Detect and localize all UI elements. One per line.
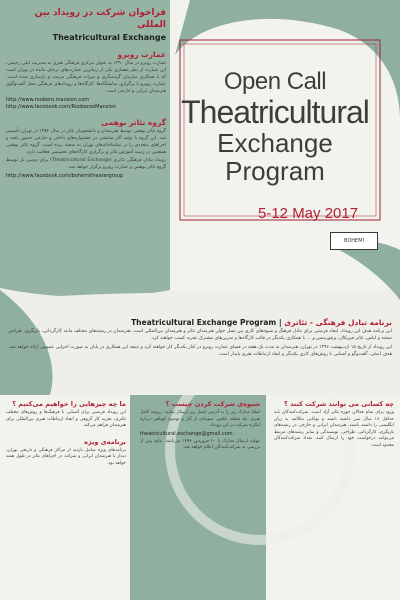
program-text-2: این رویداد از تاریخ ۱۵ اردیبهشت ۱۳۹۶ در تهران، هنرمندان به مدت یک هفته در فضای عمارت روبرو در کنار یکدیگر کار خواهند کرد و نتیجه این همکاری در پایان به صورت اجرایی عمومی ارائه خواهد شد. هدف اصلی، گفت‌وگو و آشنایی با روش‌های کاری یکدیگر و ایجاد ارتباطات هنری پایدار است. xyxy=(8,344,392,357)
bohemi-title: گروه تئاتر بوهمی xyxy=(101,117,166,127)
program-title xyxy=(8,318,392,327)
expect-text: این رویداد فرصتی برای آشنایی با فرهنگ‌ها و روش‌های مختلف تئاتری، تجربه کار گروهی و ایجاد ارتباطات هنری بین‌المللی برای هنرمندان فراهم می‌کند. xyxy=(6,410,126,429)
special-title: برنامه‌ی ویژه xyxy=(84,437,126,446)
hero-line-program: Program xyxy=(225,156,325,186)
roberoo-link-facebook[interactable]: http://www.facebook.com/RooberooMansion xyxy=(6,103,116,110)
hero-line-open-call: Open Call xyxy=(223,68,327,95)
call-title-en: Theatricultural Exchange xyxy=(52,33,166,43)
roberoo-text: عمارت روبرو در سال ۱۳۹۰ به عنوان مرکزی فرهنگی هنری به مدیریت لیلی رحیمی، این عمارت از نظر معماری یکی از زیباترین عمارت‌های برجای مانده در تهران است که با همکاری سازمان گردشگری و میراث فرهنگی مرمت و بازسازی شده است. عمارت روبرو با برگزاری نمایشگاه‌ها، کارگاه‌ها و رویدادهای فرهنگی محل گفت‌وگوی هنرمندان ایرانی و خارجی است. xyxy=(6,61,167,94)
event-date: 5-12 May 2017 xyxy=(258,205,359,222)
bohemi-text: گروه تئاتر بوهمی توسط هنرمندان و دانشجویان تئاتر در سال ۱۳۸۴ در تهران تأسیس شد. این گروه با تولید آثار نمایشی در جشنواره‌های داخلی و خارجی حضور یافته و اجراهای متعددی را در تماشاخانه‌های تهران به صحنه برده است. گروه تئاتر بوهمی همچنین در زمینه آموزش تئاتر و برگزاری کارگاه‌های تخصصی فعالیت دارد. xyxy=(6,128,166,155)
expect-column xyxy=(6,400,126,468)
program-title-en: Theatricultural Exchange Program xyxy=(131,318,277,327)
program-text-1: این برنامه هدف این رویداد، ایجاد فرصتی برای تبادل فرهنگ و شیوه‌های کاری بین نسل جوان هنرمندان تئاتر و هنرمندان بین‌المللی است. هنرمندان در رشته‌های مختلف مانند کارگردانی، بازیگری، طراحی صحنه و لباس، تئاتر فیزیکال، پرفورمنس و ... با همکاری یکدیگر در قالب کارگاه‌ها و تمرین‌های مشترک تجربه کسب خواهند کرد. xyxy=(8,329,392,341)
who-column xyxy=(274,400,394,450)
bohemi-link-facebook[interactable]: http://www.facebook.com/bohemitheatergroup xyxy=(6,173,124,180)
header-column xyxy=(6,8,166,179)
bohemi-note: رویداد تبادل فرهنگی تئاتری (Theatricultural Exchange) برای دومین بار توسط گروه تئاتر بوهمی و عمارت روبرو برگزار خواهد شد. xyxy=(6,158,166,171)
how-title: شیوه‌ی شرکت کردن چیست ؟ xyxy=(165,400,260,408)
expect-title: ما چه چیزهایی را خواهیم می‌کنیم ؟ xyxy=(12,400,126,408)
how-text: لطفا مدارک زیر را به آدرس ایمیل زیر ارسال نمایید: رزومه کامل هنری، یک قطعه عکس، نمونه‌ای از آثار و توضیح کوتاهی درباره انگیزه شرکت در این رویداد. xyxy=(140,410,260,429)
how-column xyxy=(140,400,260,452)
hero-line-exchange: Exchange xyxy=(217,128,333,158)
hero-line-theatricultural: Theatricultural xyxy=(181,94,369,130)
bohemi-logo: BOHEMI xyxy=(330,232,378,250)
how-deadline: مهلت ارسال مدارک تا ۲۰ فروردین ۱۳۹۶ می‌باشد. نتایج پس از بررسی به شرکت‌کنندگان اعلام خواهد شد. xyxy=(140,438,261,451)
info-columns xyxy=(6,400,394,600)
hero-title xyxy=(170,70,380,184)
program-section xyxy=(8,318,392,359)
who-text: ورود برای تمام فعالان حوزه تئاتر آزاد است. شرکت‌کنندگان باید حداقل ۱۸ سال سن داشته باشند و توانایی مکالمه به زبان انگلیسی را داشته باشند. هنرمندان ایرانی و خارجی در رشته‌های بازیگری، کارگردانی، طراحی، نویسندگی و سایر رشته‌های مرتبط می‌توانند درخواست خود را ارسال کنند. تعداد شرکت‌کنندگان محدود است. xyxy=(274,410,394,449)
how-email[interactable]: theatricultural.exchange@gmail.com xyxy=(140,430,233,437)
program-title-sep: | xyxy=(278,318,285,327)
call-title-fa: فراخوان شرکت در رویداد بین المللی xyxy=(34,8,166,30)
program-title-fa: برنامه تبادل فرهنگی - تئاتری xyxy=(284,318,392,327)
roberoo-link-website[interactable]: http://www.roobero.mansion.com xyxy=(6,96,90,103)
who-title: چه کسانی می توانند شرکت کنند ؟ xyxy=(284,400,394,408)
special-text: برنامه‌های ویژه شامل بازدید از مراکز فرهنگی و تاریخی تهران، دیدار با هنرمندان ایرانی و شرکت در اجراهای تئاتر در طول هفته خواهد بود. xyxy=(6,447,126,467)
roberoo-title: عمارت روبرو xyxy=(117,50,166,60)
